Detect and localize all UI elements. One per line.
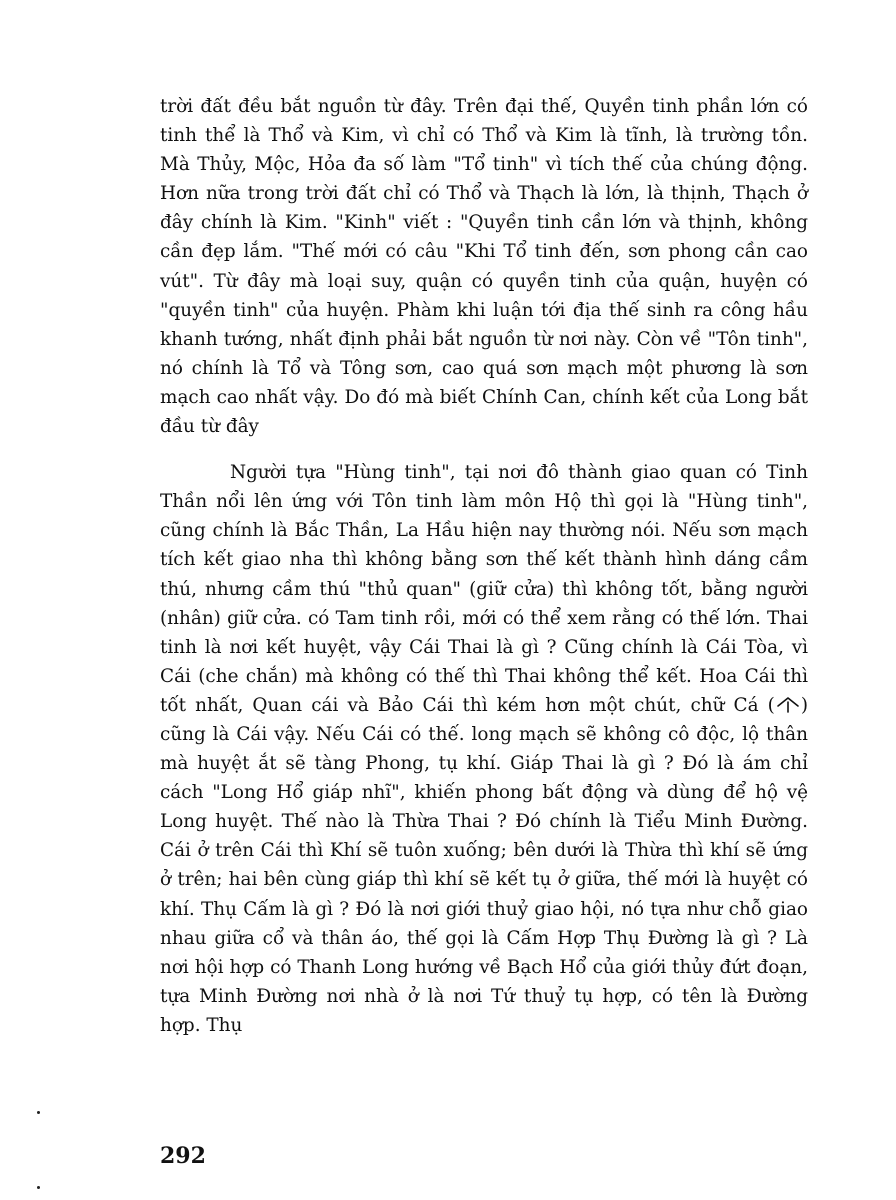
scan-speck — [37, 1186, 40, 1189]
paragraph-2-part-1: Người tựa "Hùng tinh", tại nơi đô thành giao quan có Tinh Thần nổi lên ứng với Tôn tinh làm môn Hộ thì gọi là "Hùng tinh", cũng chính là Bắc Thần, La Hầu hiện nay thường nói. Nếu sơn mạch tích kết giao nha thì không bằng sơn thế kết thành hình dáng cầm thú, nhưng cầm thú "thủ quan" (giữ cửa) thì không tốt, bằng người (nhân) giữ cửa. có Tam tinh rồi, mới có thể xem rằng có thế lớn. Thai tinh là nơi kết huyệt, vậy Cái Thai là gì ? Cũng chính là Cái Tòa, vì Cái (che chắn) mà không có thế thì Thai không thể kết. Hoa Cái thì tốt nhất, Quan cái và Bảo Cái thì kém hơn một chút, chữ Cá ( — [160, 462, 808, 716]
paragraph-2-part-2: ) cũng là Cái vậy. Nếu Cái có thế. long mạch sẽ không cô độc, lộ thân mà huyệt ắt sẽ tàng Phong, tụ khí. Giáp Thai là gì ? Đó là ám chỉ cách "Long Hổ giáp nhĩ", khiến phong bất động và dùng để hộ vệ Long huyệt. Thế nào là Thừa Thai ? Đó chính là Tiểu Minh Đường. Cái ở trên Cái thì Khí sẽ tuôn xuống; bên dưới là Thừa thì khí sẽ ứng ở trên; hai bên cùng giáp thì khí sẽ kết tụ ở giữa, thế mới là huyệt có khí. Thụ Cấm là gì ? Đó là nơi giới thuỷ giao hội, nó tựa như chỗ giao nhau giữa cổ và thân áo, thế gọi là Cấm Hợp Thụ Đường là gì ? Là nơi hội hợp có Thanh Long hướng về Bạch Hổ của giới thủy đứt đoạn, tựa Minh Đường nơi nhà ở là nơi Tứ thuỷ tụ hợp, có tên là Đường hợp. Thụ — [160, 694, 808, 1036]
body-text — [160, 92, 808, 1040]
paragraph-1: trời đất đều bắt nguồn từ đây. Trên đại thế, Quyền tinh phần lớn có tinh thể là Thổ và Kim, vì chỉ có Thổ và Kim là tĩnh, là trường tồn. Mà Thủy, Mộc, Hỏa đa số làm "Tổ tinh" vì tích thế của chúng động. Hơn nữa trong trời đất chỉ có Thổ và Thạch là lớn, là thịnh, Thạch ở đây chính là Kim. "Kinh" viết : "Quyền tinh cần lớn và thịnh, không cần đẹp lắm. "Thế mới có câu "Khi Tổ tinh đến, sơn phong cần cao vút". Từ đây mà loại suy, quận có quyền tinh của quận, huyện có "quyền tinh" của huyện. Phàm khi luận tới địa thế sinh ra công hầu khanh tướng, nhất định phải bắt nguồn từ nơi này. Còn về "Tôn tinh", nó chính là Tổ và Tông sơn, cao quá sơn mạch một phương là sơn mạch cao nhất vậy. Do đó mà biết Chính Can, chính kết của Long bắt đầu từ đây — [160, 96, 808, 438]
ge-character-icon — [775, 695, 801, 713]
paragraph-2 — [160, 458, 808, 1040]
page-number: 292 — [160, 1143, 206, 1169]
scan-speck — [37, 1111, 40, 1114]
